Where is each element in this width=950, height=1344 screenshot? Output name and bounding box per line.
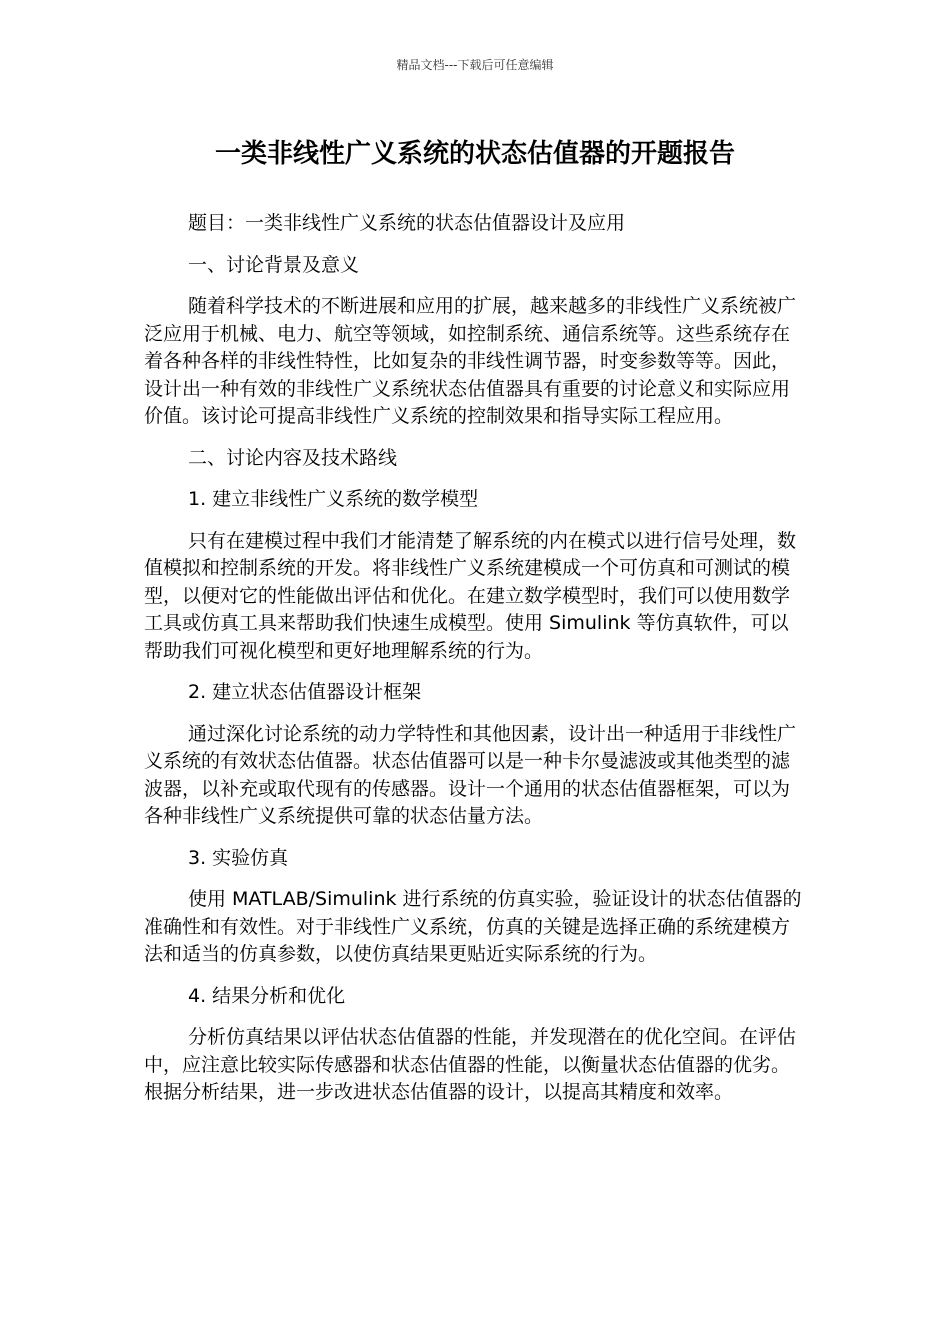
section1-paragraph: 随着科学技术的不断进展和应用的扩展，越来越多的非线性广义系统被广泛应用于机械、电力、航空等领域，如控制系统、通信系统等。这些系统存在着各种各样的非线性特性，比如复杂的非线性调节器，时变参数等等。因此，设计出一种有效的非线性广义系统状态估值器具有重要的讨论意义和实际应用价值。该讨论可提高非线性广义系统的控制效果和指导实际工程应用。 xyxy=(144,295,797,427)
item4-heading: 4. 结果分析和优化 xyxy=(188,984,346,1007)
header-note: 精品文档---下载后可任意编辑 xyxy=(396,58,554,72)
section2-heading: 二、讨论内容及技术路线 xyxy=(188,446,398,469)
item3-paragraph: 使用 MATLAB/Simulink 进行系统的仿真实验，验证设计的状态估值器的准确性和有效性。对于非线性广义系统，仿真的关键是选择正确的系统建模方法和适当的仿真参数，以使仿真结果更贴近实际系统的行为。 xyxy=(144,888,802,965)
section1-heading: 一、讨论背景及意义 xyxy=(188,253,360,276)
topic-line: 题目：一类非线性广义系统的状态估值器设计及应用 xyxy=(188,212,626,234)
document-body xyxy=(144,210,804,1107)
item4-paragraph: 分析仿真结果以评估状态估值器的性能，并发现潜在的优化空间。在评估中，应注意比较实际传感器和状态估值器的性能，以衡量状态估值器的优劣。根据分析结果，进一步改进状态估值器的设计，以提高其精度和效率。 xyxy=(144,1026,797,1103)
item1-paragraph: 只有在建模过程中我们才能清楚了解系统的内在模式以进行信号处理，数值模拟和控制系统的开发。将非线性广义系统建模成一个可仿真和可测试的模型，以便对它的性能做出评估和优化。在建立数学模型时，我们可以使用数学工具或仿真工具来帮助我们快速生成模型。使用 Simulink 等仿真软件，可以帮助我们可视化模型和更好地理解系统的行为。 xyxy=(144,529,797,662)
item2-heading: 2. 建立状态估值器设计框架 xyxy=(188,681,422,703)
item1-heading: 1. 建立非线性广义系统的数学模型 xyxy=(188,488,479,510)
document-title: 一类非线性广义系统的状态估值器的开题报告 xyxy=(214,139,735,169)
item2-paragraph: 通过深化讨论系统的动力学特性和其他因素，设计出一种适用于非线性广义系统的有效状态估值器。状态估值器可以是一种卡尔曼滤波或其他类型的滤波器，以补充或取代现有的传感器。设计一个通用的状态估值器框架，可以为各种非线性广义系统提供可靠的状态估量方法。 xyxy=(144,722,797,827)
item3-heading: 3. 实验仿真 xyxy=(188,846,289,869)
